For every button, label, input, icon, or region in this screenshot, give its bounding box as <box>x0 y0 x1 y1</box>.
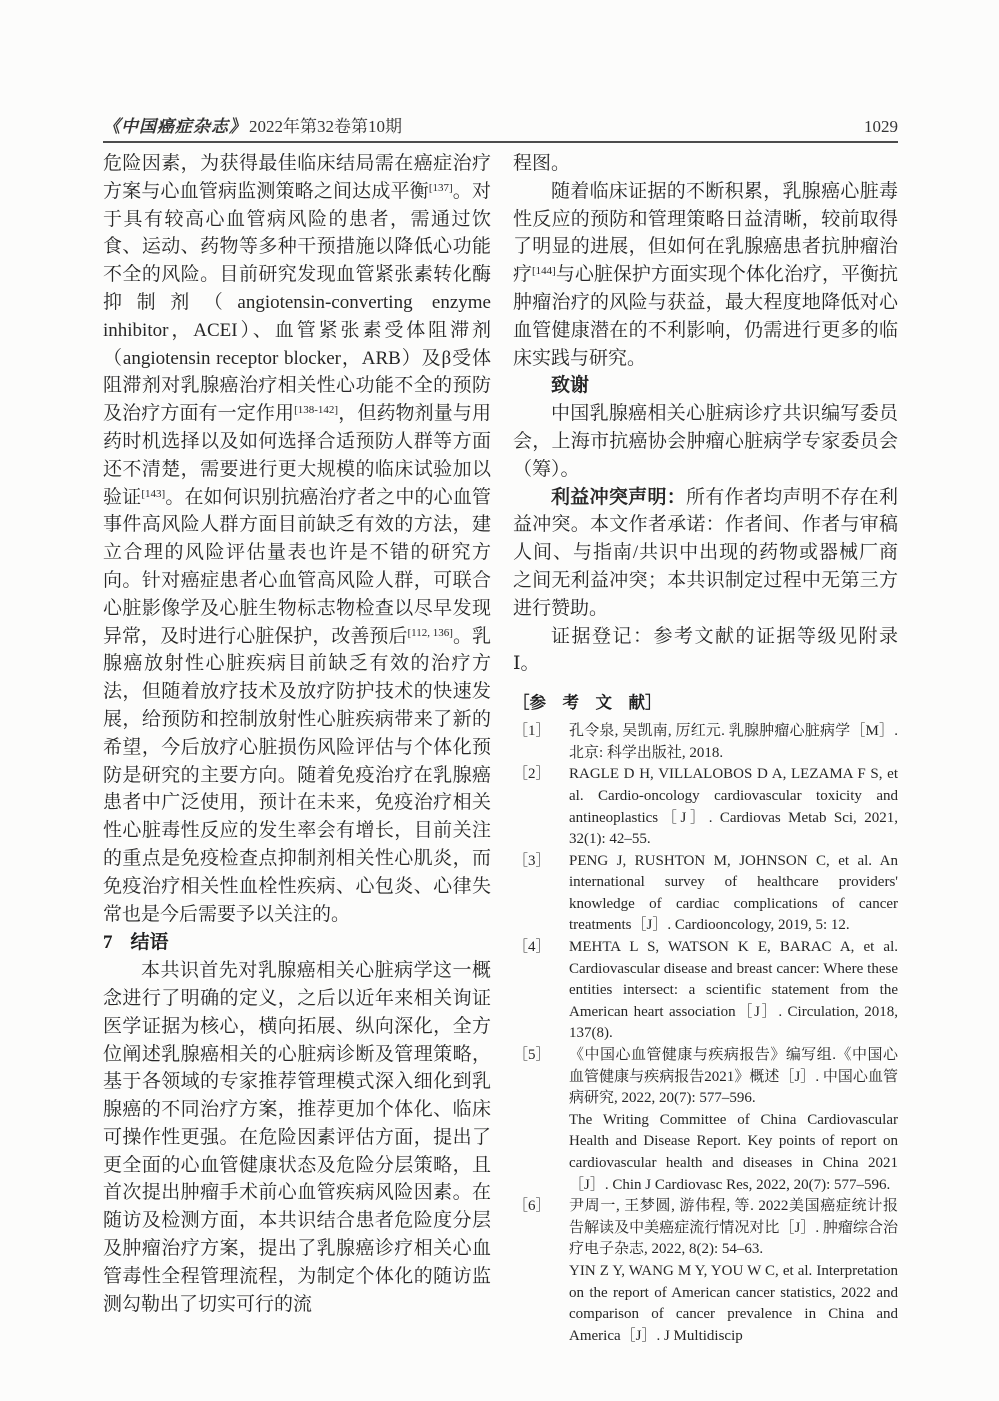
reference-label: ［6］ <box>513 1198 551 1215</box>
reference-item <box>513 764 898 850</box>
references-list <box>513 721 898 1347</box>
right-column <box>513 150 898 1347</box>
reference-text: 尹周一, 王梦圆, 游伟程, 等. 2022美国癌症统计报告解读及中美癌症流行情况对比［J］. 肿瘤综合治疗电子杂志, 2022, 8(2): 54–63. YIN Z Y, WANG M Y, YOU W C, et al. Interpretation on the report of American cancer statistics, 2022 and comparison of cancer prevalence in China and America［J］. J Multidiscip <box>569 1196 898 1347</box>
reference-text: RAGLE D H, VILLALOBOS D A, LEZAMA F S, et al. Cardio-oncology cardiovascular toxicity and antineoplastics［J］. Cardiovas Metab Sci, 2021, 32(1): 42–55. <box>569 766 898 848</box>
reference-label: ［5］ <box>513 1047 551 1064</box>
reference-item <box>513 937 898 1045</box>
conflict-of-interest-label: 利益冲突声明： <box>551 486 687 508</box>
paragraph-continuation: 程图。 <box>513 153 571 174</box>
conflict-of-interest <box>513 484 898 623</box>
paragraph-risk-factors: 危险因素，为获得最佳临床结局需在癌症治疗方案与心血管病监测策略之间达成平衡[137]。对于具有较高心血管病风险的患者，需通过饮食、运动、药物等多种干预措施以降低心功能不全的风险。目前研究发现血管紧张素转化酶抑制剂（angiotensin-converting enzyme inhibitor，ACEI）、血管紧张素受体阻滞剂（angiotensin receptor blocker，ARB）及β受体阻滞剂对乳腺癌治疗相关性心功能不全的预防及治疗方面有一定作用[138-142]，但药物剂量与用药时机选择以及如何选择合适预防人群等方面还不清楚，需要进行更大规模的临床试验加以验证[143]。在如何识别抗癌治疗者之中的心血管事件高风险人群方面目前缺乏有效的方法，建立合理的风险评估量表也许是不错的研究方向。针对癌症患者心血管高风险人群，可联合心脏影像学及心脏生物标志物检查以尽早发现异常，及时进行心脏保护，改善预后[112, 136]。乳腺癌放射性心脏疾病目前缺乏有效的治疗方法，但随着放疗技术及放疗防护技术的快速发展，给预防和控制放射性心脏疾病带来了新的希望，今后放疗心脏损伤风险评估与个体化预防是研究的主要方向。随着免疫治疗在乳腺癌患者中广泛使用，预计在未来，免疫治疗相关性心脏毒性反应的发生率会有增长，目前关注的重点是免疫检查点抑制剂相关性心肌炎，而免疫治疗相关性血栓性疾病、心包炎、心律失常也是今后需要予以关注的。 <box>103 153 491 925</box>
reference-label: ［3］ <box>513 852 551 869</box>
reference-text-english: The Writing Committee of China Cardiovascular Health and Disease Report. Key points of report on cardiovascular health and diseases in China 2021［J］. Chin J Cardiovasc Res, 2022, 20(7): 577–596. <box>569 1111 898 1193</box>
reference-text: 孔令泉, 吴凯南, 厉红元. 乳腺肿瘤心脏病学［M］. 北京: 科学出版社, 2018. <box>569 723 898 761</box>
acknowledgement-heading: 致谢 <box>551 375 590 397</box>
reference-label: ［1］ <box>513 723 551 740</box>
reference-text: MEHTA L S, WATSON K E, BARAC A, et al. Cardiovascular disease and breast cancer: Where these entities intersect: a scientific statement from the American heart association［J］. Circulation, 2018, 137(8). <box>569 939 898 1042</box>
journal-name: 《中国癌症杂志》 <box>103 117 247 136</box>
references-heading: ［参 考 文 献］ <box>513 693 662 713</box>
reference-item <box>513 1045 898 1196</box>
issue-info: 2022年第32卷第10期 <box>249 117 402 136</box>
section-heading-conclusion <box>103 929 491 957</box>
reference-text-english: YIN Z Y, WANG M Y, YOU W C, et al. Interpretation on the report of American cancer statistics, 2022 and comparison of cancer prevalence in China and America［J］. J Multidiscip <box>569 1262 898 1344</box>
acknowledgement-text: 中国乳腺癌相关心脏病诊疗共识编写委员会，上海市抗癌协会肿瘤心脏病学专家委员会（筹）。 <box>513 403 898 480</box>
conflict-of-interest-text: 所有作者均声明不存在利益冲突。本文作者承诺：作者间、作者与审稿人间、与指南/共识中出现的药物或器械厂商之间无利益冲突；本共识制定过程中无第三方进行赞助。 <box>513 486 898 619</box>
section-number: 7 <box>103 932 113 954</box>
paragraph-outlook: 随着临床证据的不断积累，乳腺癌心脏毒性反应的预防和管理策略日益清晰，较前取得了明显的进展，但如何在乳腺癌患者抗肿瘤治疗[144]与心脏保护方面实现个体化治疗，平衡抗肿瘤治疗的风险与获益，最大程度地降低对心血管健康潜在的不利影响，仍需进行更多的临床实践与研究。 <box>513 180 898 369</box>
reference-text: 《中国心血管健康与疾病报告》编写组.《中国心血管健康与疾病报告2021》概述［J］. 中国心血管病研究, 2022, 20(7): 577–596. The Writing Committee of China Cardiovascular Health and Disease Report. Key points of report on cardiovascular health and diseases in China 2021［J］. Chin J Cardiovasc Res, 2022, 20(7): 577–596. <box>569 1045 898 1196</box>
evidence-registration: 证据登记：参考文献的证据等级见附录Ⅰ。 <box>513 625 898 675</box>
reference-text: PENG J, RUSHTON M, JOHNSON C, et al. An international survey of healthcare providers' knowledge of cardiac complications of cancer treatments［J］. Cardiooncology, 2019, 5: 12. <box>569 852 898 934</box>
reference-item <box>513 851 898 937</box>
section-title: 结语 <box>130 932 169 954</box>
page-header <box>103 112 898 137</box>
reference-item <box>513 1196 898 1347</box>
paragraph-conclusion: 本共识首先对乳腺癌相关心脏病学这一概念进行了明确的定义，之后以近年来相关询证医学证据为核心，横向拓展、纵向深化，全方位阐述乳腺癌相关的心脏病诊断及管理策略，基于各领域的专家推荐管理模式深入细化到乳腺癌的不同治疗方案，推荐更加个体化、临床可操作性更强。在危险因素评估方面，提出了更全面的心血管健康状态及危险分层策略，且首次提出肿瘤手术前心血管疾病风险因素。在随访及检测方面，本共识结合患者危险度分层及肿瘤治疗方案，提出了乳腺癌诊疗相关心血管毒性全程管理流程，为制定个体化的随访监测勾勒出了切实可行的流 <box>103 960 491 1315</box>
left-column <box>103 150 491 1347</box>
page-body <box>103 150 898 1347</box>
journal-title <box>103 112 402 137</box>
reference-label: ［2］ <box>513 766 551 783</box>
reference-label: ［4］ <box>513 939 551 956</box>
reference-item <box>513 721 898 764</box>
page-number: 1029 <box>864 117 898 136</box>
header-rule <box>103 141 898 143</box>
